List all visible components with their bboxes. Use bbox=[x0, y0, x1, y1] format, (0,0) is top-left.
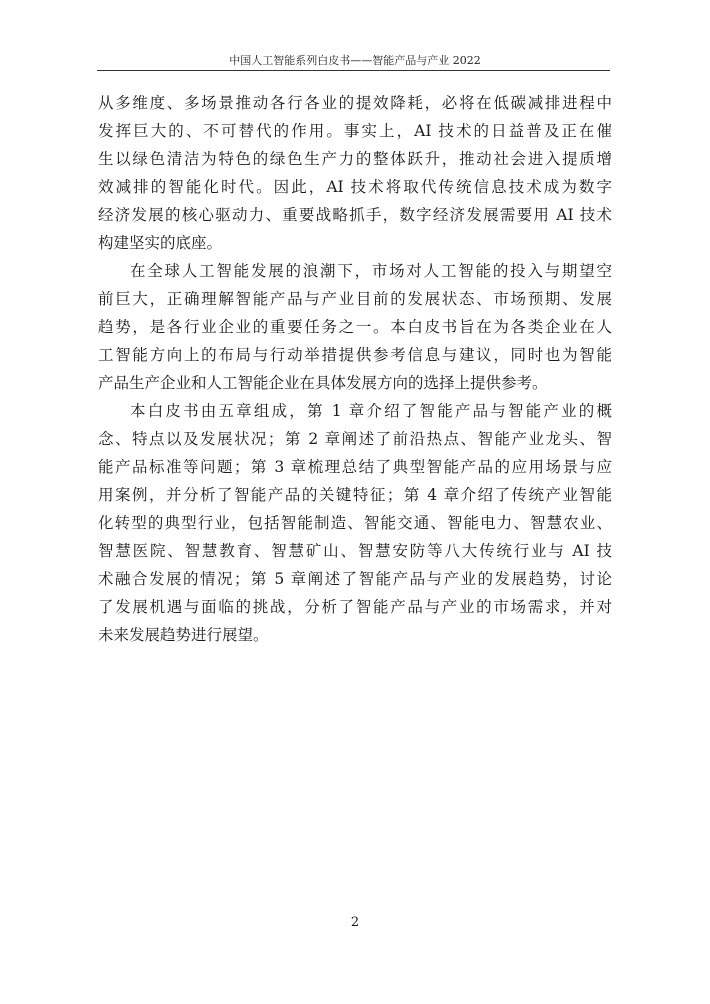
running-header: 中国人工智能系列白皮书——智能产品与产业 2022 bbox=[229, 54, 481, 67]
text-line: 了发展机遇与面临的挑战，分析了智能产品与产业的市场需求，并对 bbox=[98, 598, 612, 616]
text-line: 前巨大，正确理解智能产品与产业目前的发展状态、市场预期、发展 bbox=[98, 290, 612, 308]
page-number: 2 bbox=[350, 915, 360, 930]
text-line: 生以绿色清洁为特色的绿色生产力的整体跃升，推动社会进入提质增 bbox=[98, 150, 612, 168]
body-text bbox=[98, 89, 612, 649]
text-line: 工智能方向上的布局与行动举措提供参考信息与建议，同时也为智能 bbox=[98, 346, 612, 364]
text-line: 趋势，是各行业企业的重要任务之一。本白皮书旨在为各类企业在人 bbox=[98, 318, 612, 336]
text-line: 产品生产企业和人工智能企业在具体发展方向的选择上提供参考。 bbox=[98, 374, 548, 392]
text-line: 从多维度、多场景推动各行各业的提效降耗，必将在低碳减排进程中 bbox=[98, 94, 612, 112]
text-line: 经济发展的核心驱动力、重要战略抓手，数字经济发展需要用 AI 技术 bbox=[98, 206, 612, 224]
paragraph bbox=[98, 397, 612, 649]
text-line: 智慧医院、智慧教育、智慧矿山、智慧安防等八大传统行业与 AI 技 bbox=[98, 542, 612, 560]
text-line: 未来发展趋势进行展望。 bbox=[98, 626, 269, 644]
text-line: 用案例，并分析了智能产品的关键特征；第 4 章介绍了传统产业智能 bbox=[98, 486, 612, 504]
text-line: 术融合发展的情况；第 5 章阐述了智能产品与产业的发展趋势，讨论 bbox=[98, 570, 612, 588]
header-rule bbox=[97, 70, 610, 71]
text-line: 能产品标准等问题；第 3 章梳理总结了典型智能产品的应用场景与应 bbox=[98, 458, 612, 476]
text-line: 在全球人工智能发展的浪潮下，市场对人工智能的投入与期望空 bbox=[130, 262, 612, 280]
text-line: 化转型的典型行业，包括智能制造、智能交通、智能电力、智慧农业、 bbox=[98, 514, 612, 532]
text-line: 效减排的智能化时代。因此，AI 技术将取代传统信息技术成为数字 bbox=[98, 178, 612, 196]
text-line: 念、特点以及发展状况；第 2 章阐述了前沿热点、智能产业龙头、智 bbox=[98, 430, 612, 448]
text-line: 本白皮书由五章组成，第 1 章介绍了智能产品与智能产业的概 bbox=[130, 402, 612, 420]
text-line: 构建坚实的底座。 bbox=[98, 234, 223, 252]
text-line: 发挥巨大的、不可替代的作用。事实上，AI 技术的日益普及正在催 bbox=[98, 122, 612, 140]
paragraph bbox=[98, 257, 612, 397]
paragraph bbox=[98, 89, 612, 257]
